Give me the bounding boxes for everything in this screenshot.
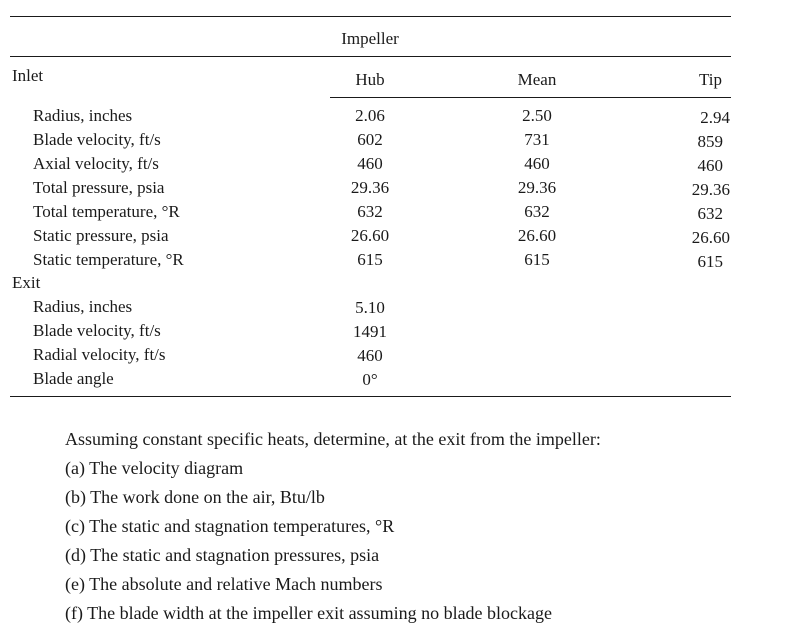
question-item: (c) The static and stagnation temperatures, °R: [65, 516, 395, 536]
row-label: Axial velocity, ft/s: [33, 154, 159, 173]
row-label: Blade velocity, ft/s: [33, 321, 161, 340]
row-label: Blade velocity, ft/s: [33, 130, 161, 149]
hub-value: 632: [357, 202, 383, 221]
mean-value: 29.36: [517, 178, 557, 197]
hub-value: 26.60: [350, 226, 390, 245]
tip-value: 29.36: [691, 180, 730, 199]
tip-value: 26.60: [691, 228, 730, 247]
impeller-group-header: Impeller: [341, 29, 399, 48]
hub-value: 2.06: [355, 106, 385, 125]
column-header-tip: Tip: [698, 70, 722, 89]
row-label: Radial velocity, ft/s: [33, 345, 166, 364]
row-label: Total temperature, °R: [33, 202, 180, 221]
question-item: (a) The velocity diagram: [65, 458, 244, 478]
exit-section-label: Exit: [12, 273, 41, 292]
tip-value: 615: [697, 252, 723, 271]
row-label: Static temperature, °R: [33, 250, 184, 269]
hub-value: 602: [357, 130, 383, 149]
mean-value: 731: [524, 130, 550, 149]
tip-value: 460: [697, 156, 723, 175]
mean-value: 632: [524, 202, 550, 221]
table-bottom-rule: [10, 396, 731, 397]
hub-value: 615: [357, 250, 383, 269]
hub-value: 0°: [362, 370, 378, 389]
row-label: Static pressure, psia: [33, 226, 169, 245]
column-header-hub: Hub: [355, 70, 385, 89]
table-header-rule: [10, 56, 731, 57]
table-top-rule: [10, 16, 731, 17]
tip-value: 632: [697, 204, 723, 223]
question-item: (d) The static and stagnation pressures, psia: [65, 545, 380, 565]
row-label: Radius, inches: [33, 106, 133, 125]
tip-value: 859: [697, 132, 723, 151]
hub-value: 29.36: [350, 178, 390, 197]
column-header-rule: [330, 97, 731, 98]
question-item: (f) The blade width at the impeller exit assuming no blade blockage: [65, 603, 553, 623]
hub-value: 460: [357, 154, 383, 173]
questions-intro: Assuming constant specific heats, determine, at the exit from the impeller:: [65, 429, 601, 449]
tip-value: 2.94: [700, 108, 730, 127]
column-header-mean: Mean: [517, 70, 557, 89]
mean-value: 615: [524, 250, 550, 269]
mean-value: 26.60: [517, 226, 557, 245]
hub-value: 460: [357, 346, 383, 365]
row-label: Blade angle: [33, 369, 114, 388]
hub-value: 5.10: [355, 298, 385, 317]
row-label: Radius, inches: [33, 297, 133, 316]
mean-value: 460: [524, 154, 550, 173]
hub-value: 1491: [353, 322, 387, 341]
question-item: (e) The absolute and relative Mach numbers: [65, 574, 383, 594]
question-item: (b) The work done on the air, Btu/lb: [65, 487, 325, 507]
mean-value: 2.50: [522, 106, 552, 125]
row-label: Total pressure, psia: [33, 178, 165, 197]
inlet-section-label: Inlet: [12, 66, 44, 85]
